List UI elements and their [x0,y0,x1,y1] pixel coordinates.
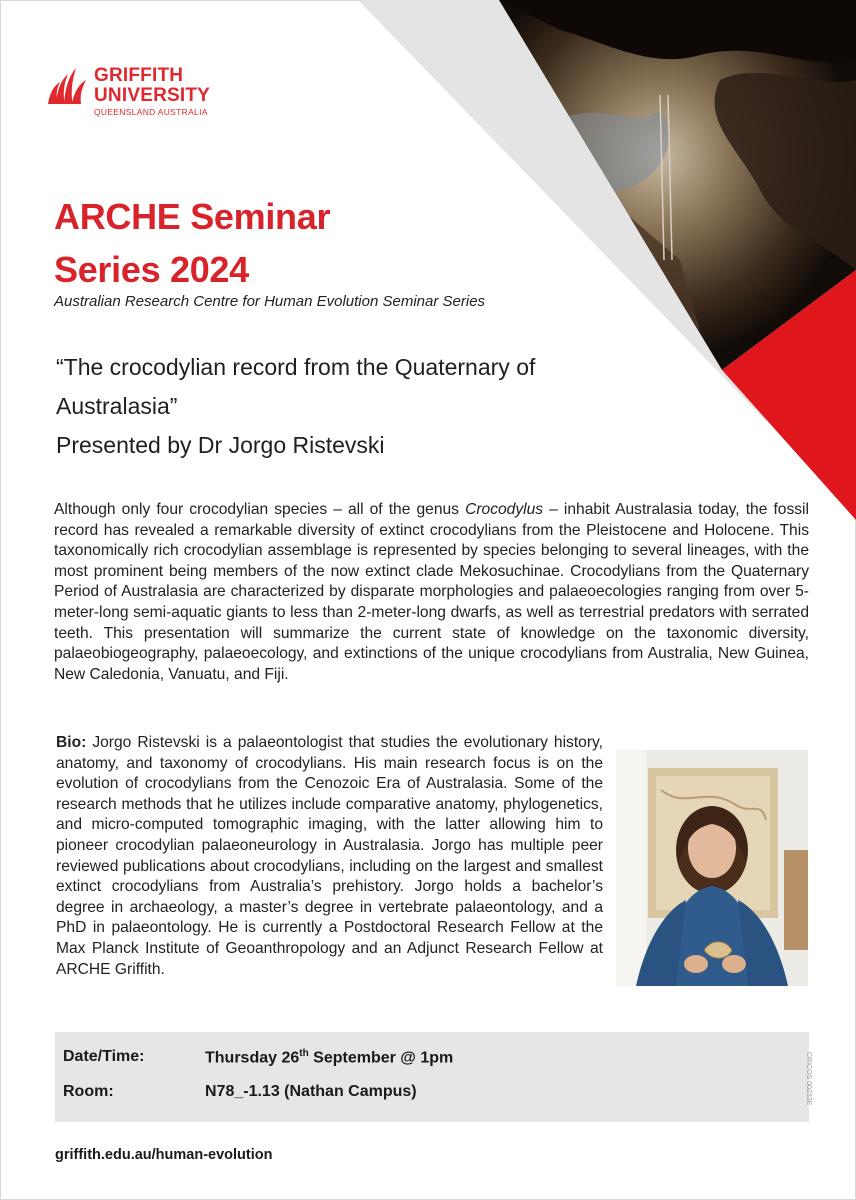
presenter-photo [616,750,808,986]
logo-line-university: UNIVERSITY [94,85,211,106]
title-line-1: ARCHE Seminar [54,196,331,237]
event-details-box [55,1032,809,1122]
abstract-text-part-2: – inhabit Australasia today, the fossil record has revealed a remarkable diversity of extinct crocodylians from the Pleistocene and Holocene. This taxonomically rich crocodylian assemblage is represented by species belonging to several lineages, with the most prominent being members of the now extinct clade Mekosuchinae. Crocodylians from the Quaternary Period of Australasia are characterized by disparate morphologies and palaeoecologies ranging from over 5-meter-long semi-aquatic giants to less than 2-meter-long dwarfs, as well as terrestrial predators with serrated teeth. This presentation will summarize the current state of knowledge on the taxonomic diversity, palaeobiogeography, palaeoecology, and extinctions of the unique crocodylians from Australia, New Guinea, New Caledonia, Vanuatu, and Fiji. [54,501,809,683]
datetime-value [205,1048,453,1067]
abstract-genus: Crocodylus [465,501,544,518]
presenter-line: Presented by Dr Jorgo Ristevski [56,432,385,458]
bio-label: Bio: [56,734,87,751]
bio-paragraph [56,733,603,980]
datetime-ordinal: th [299,1048,309,1059]
talk-title-line-2: Australasia” [56,393,178,419]
datetime-prefix: Thursday 26 [205,1049,300,1067]
datetime-suffix: September @ 1pm [308,1049,454,1067]
logo-line-location: QUEENSLAND AUSTRALIA [94,107,208,117]
talk-title [56,348,676,426]
griffith-logo [46,66,210,117]
abstract-paragraph [54,500,809,685]
datetime-label: Date/Time: [63,1048,145,1065]
series-subtitle: Australian Research Centre for Human Evolution Seminar Series [54,293,486,310]
cricos-code: CRICOS 00233E [805,1052,812,1106]
griffith-flame-icon [46,66,90,106]
abstract-text-part-1: Although only four crocodylian species – all of the genus [54,501,466,518]
logo-line-griffith: GRIFFITH [94,65,184,86]
talk-title-line-1: “The crocodylian record from the Quaternary of [56,354,536,380]
website-link[interactable]: griffith.edu.au/human-evolution [55,1147,273,1163]
room-label: Room: [63,1083,114,1100]
bio-text: Jorgo Ristevski is a palaeontologist that studies the evolutionary history, anatomy, and taxonomy of crocodylians. His main research focus is on the evolution of crocodylians from the Cenozoic Era of Australasia. Some of the research methods that he utilizes include comparative anatomy, phylogenetics, and micro-computed tomographic imaging, with the latter allowing him to pioneer crocodylian palaeoneurology in Australasia. Jorgo has multiple peer reviewed publications about crocodylians, including on the largest and smallest extinct crocodylians from Australia’s prehistory. Jorgo holds a bachelor’s degree in archaeology, a master’s degree in vertebrate palaeontology, and a PhD in palaeontology. He is currently a Postdoctoral Research Fellow at the Max Planck Institute of Geoanthropology and an Adjunct Research Fellow at ARCHE Griffith. [56,734,603,978]
seminar-series-title [54,190,330,296]
title-line-2: Series 2024 [54,249,249,290]
room-value: N78_-1.13 (Nathan Campus) [205,1083,417,1100]
